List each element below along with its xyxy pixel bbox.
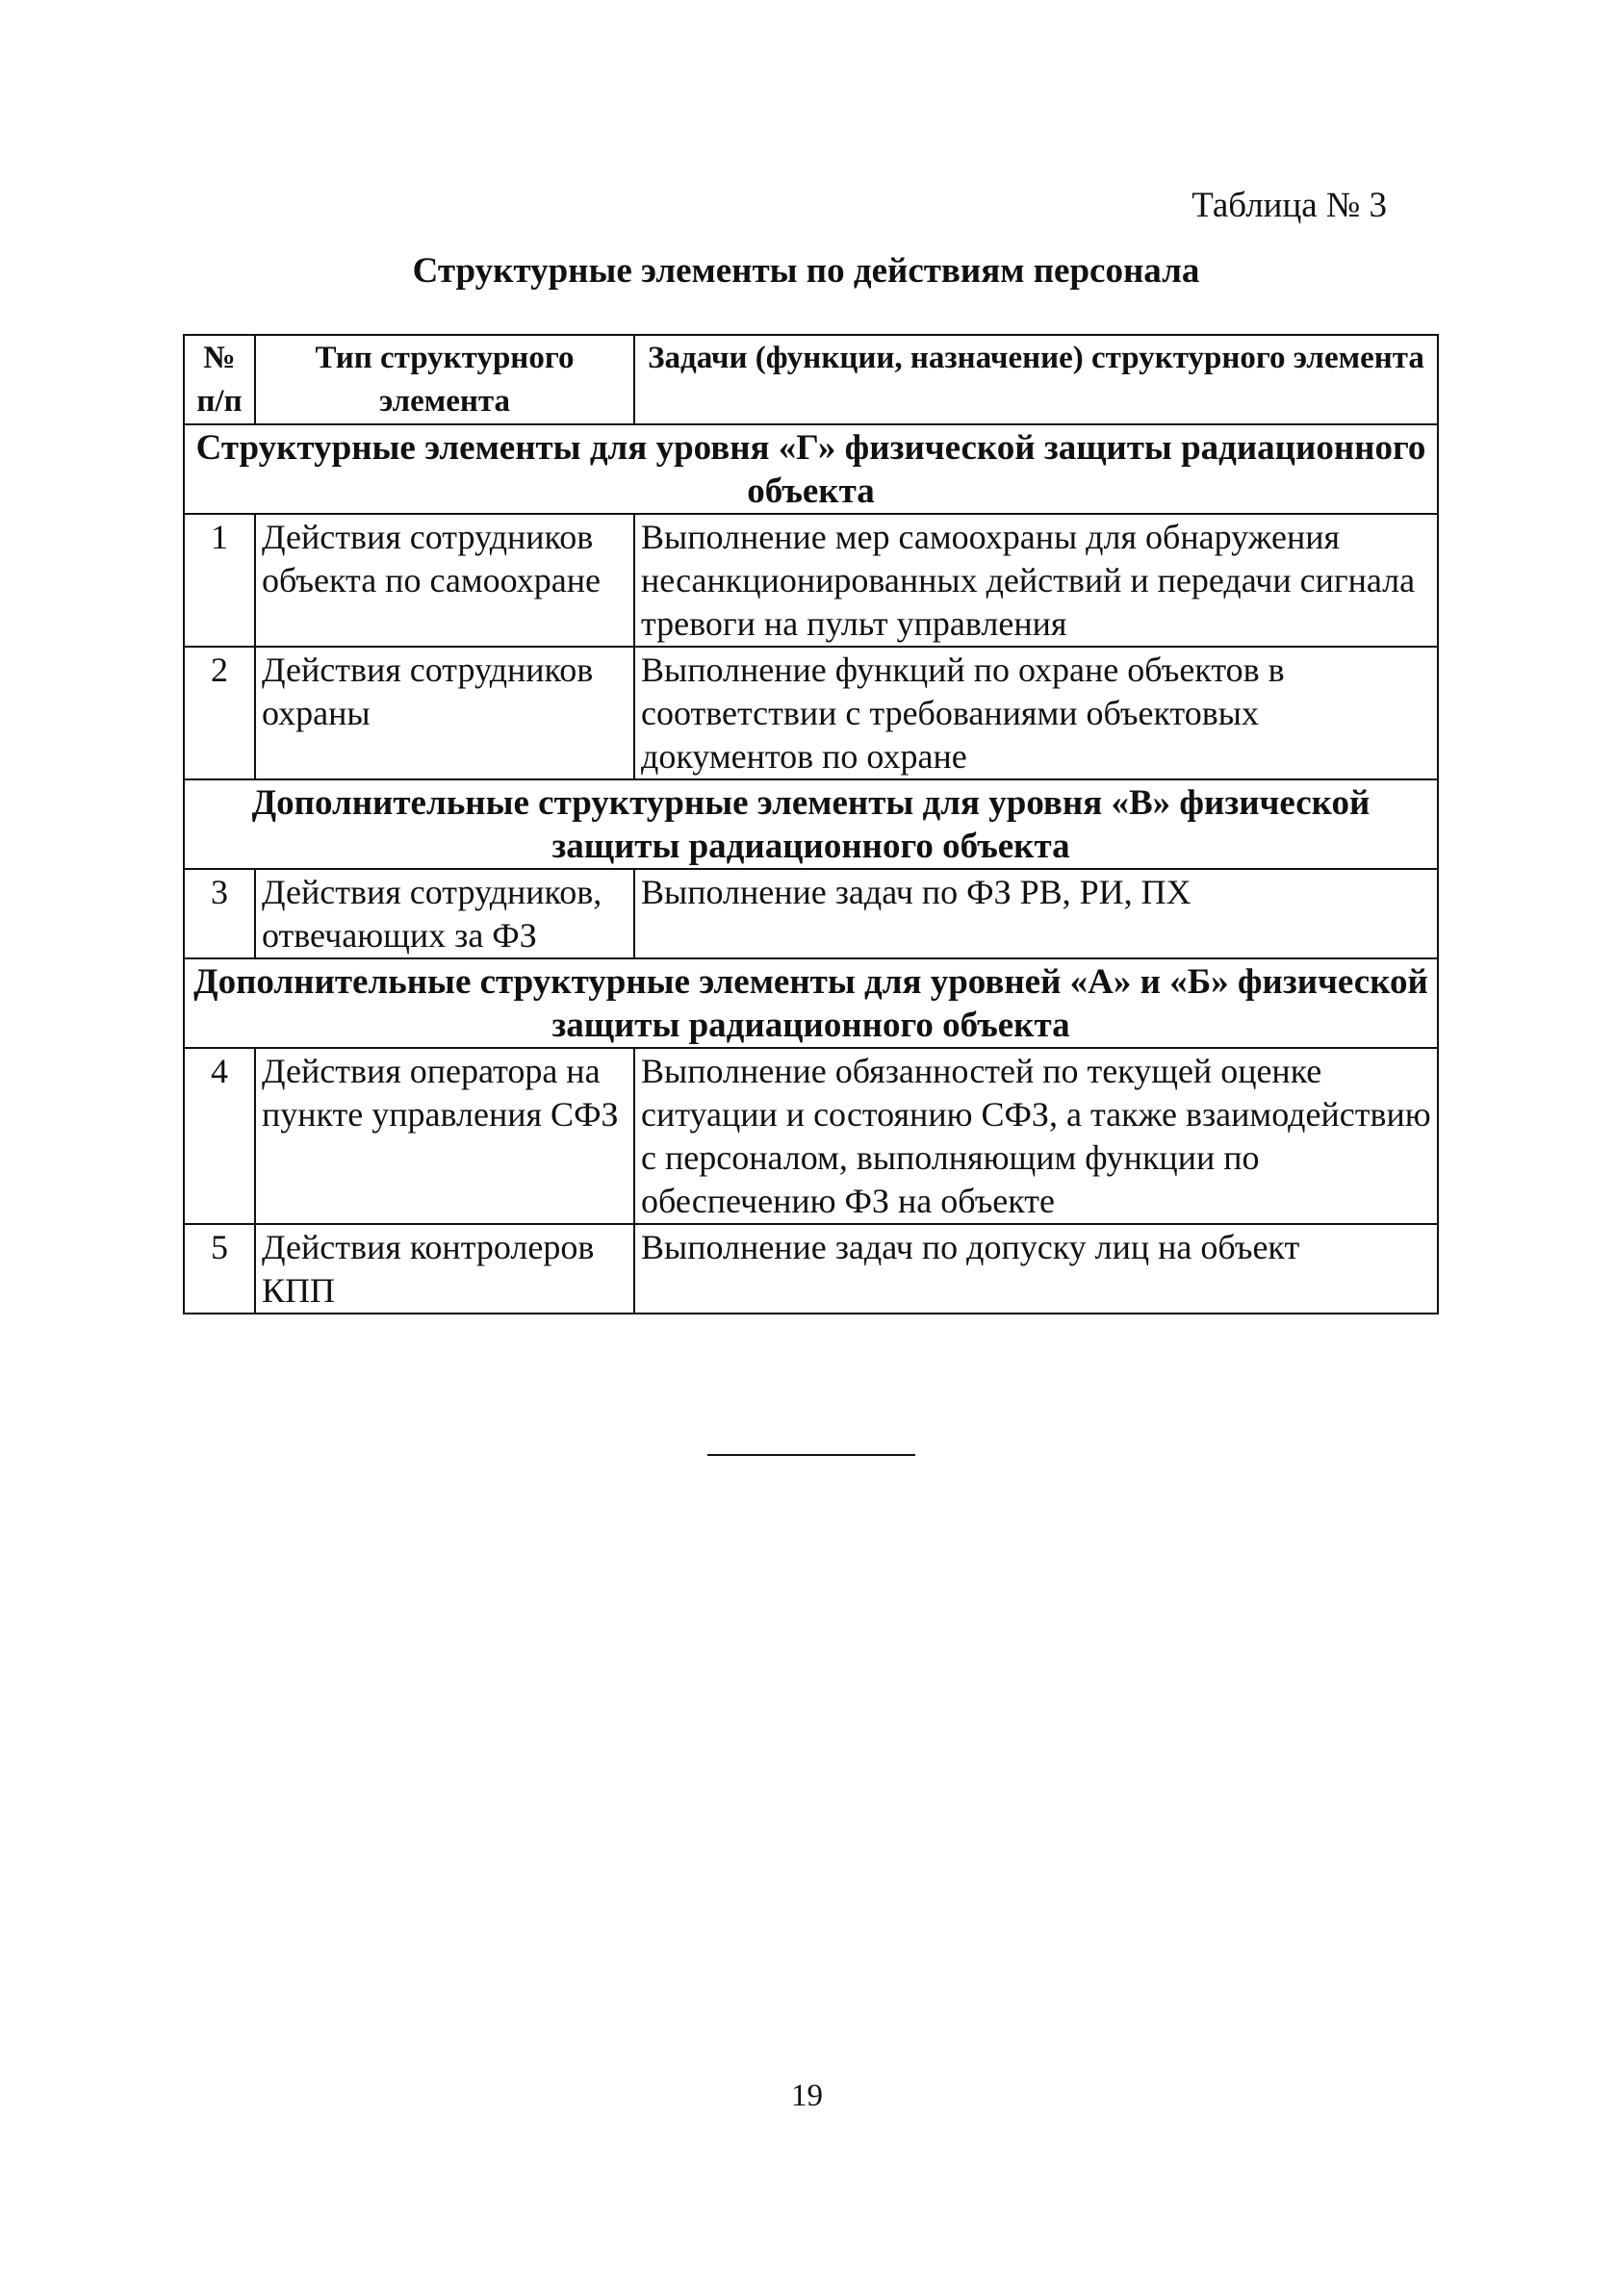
row-number: 4 xyxy=(184,1048,255,1224)
row-task: Выполнение функций по охране объектов в соответствии с требованиями объектовых документов по охране xyxy=(634,647,1438,779)
row-task: Выполнение задач по допуску лиц на объект xyxy=(634,1224,1438,1314)
column-header-task: Задачи (функции, назначение) структурного элемента xyxy=(634,335,1438,424)
table-row xyxy=(184,647,1438,779)
table-label: Таблица № 3 xyxy=(1191,186,1387,225)
row-type: Действия оператора на пункте управления СФЗ xyxy=(255,1048,634,1224)
section-title: Структурные элементы для уровня «Г» физической защиты радиационного объекта xyxy=(184,424,1438,514)
row-number: 3 xyxy=(184,869,255,958)
row-type: Действия сотрудников охраны xyxy=(255,647,634,779)
page-number: 19 xyxy=(791,2079,823,2113)
table-row xyxy=(184,1048,1438,1224)
table-row xyxy=(184,514,1438,647)
row-type: Действия сотрудников, отвечающих за ФЗ xyxy=(255,869,634,958)
table-header-row xyxy=(184,335,1438,424)
table-row xyxy=(184,1224,1438,1314)
personnel-actions-table xyxy=(183,334,1439,1314)
section-row xyxy=(184,779,1438,869)
column-header-type: Тип структурного элемента xyxy=(255,335,634,424)
section-title: Дополнительные структурные элементы для уровня «В» физической защиты радиационного объекта xyxy=(184,779,1438,869)
row-type: Действия сотрудников объекта по самоохране xyxy=(255,514,634,647)
row-task: Выполнение обязанностей по текущей оценке ситуации и состоянию СФЗ, а также взаимодействию с персоналом, выполняющим функции по обеспечению ФЗ на объекте xyxy=(634,1048,1438,1224)
document-title-text: Структурные элементы по действиям персонала xyxy=(412,251,1200,291)
row-number: 1 xyxy=(184,514,255,647)
section-row xyxy=(184,424,1438,514)
row-task: Выполнение задач по ФЗ РВ, РИ, ПХ xyxy=(634,869,1438,958)
section-row xyxy=(184,958,1438,1048)
separator-line xyxy=(707,1454,915,1456)
table-row xyxy=(184,869,1438,958)
section-title: Дополнительные структурные элементы для уровней «А» и «Б» физической защиты радиационного объекта xyxy=(184,958,1438,1048)
row-number: 5 xyxy=(184,1224,255,1314)
row-type: Действия контролеров КПП xyxy=(255,1224,634,1314)
row-task: Выполнение мер самоохраны для обнаружения несанкционированных действий и передачи сигнала тревоги на пульт управления xyxy=(634,514,1438,647)
column-header-number: № п/п xyxy=(184,335,255,424)
row-number: 2 xyxy=(184,647,255,779)
document-title xyxy=(0,250,1614,292)
